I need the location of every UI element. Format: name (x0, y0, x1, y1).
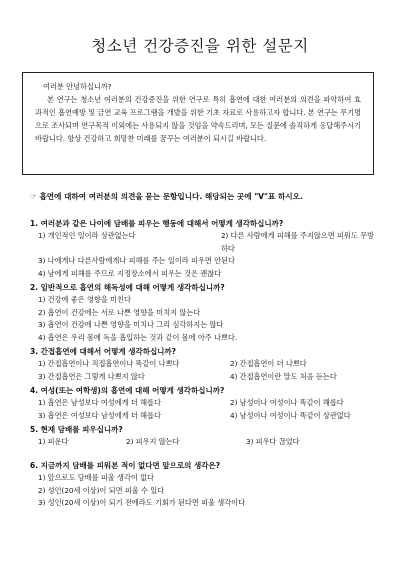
question-6-text: 6. 지금까지 담배를 피워본 적이 없다면 앞으로의 생각은? (30, 461, 221, 470)
q5-option-2[interactable]: 2) 피우지 않는다 (126, 437, 180, 446)
q6-option-1[interactable]: 1) 앞으로도 담배를 피울 생각이 없다 (38, 473, 155, 482)
q4-option-4[interactable]: 4) 남성이나 여성이나 똑같이 상관없다 (230, 410, 351, 420)
q5-option-3[interactable]: 3) 피우다 끊었다 (246, 437, 300, 446)
q4-option-3[interactable]: 3) 흡연은 여성보다 남성에게 더 해롭다 (38, 410, 161, 420)
question-3 (30, 346, 380, 383)
intro-box (22, 72, 374, 175)
q1-option-2[interactable]: 2) 다른 사람에게 피해를 주지않으면 피워도 무방하다 (220, 231, 374, 253)
q2-option-3[interactable]: 3) 흡연이 건강에 나쁜 영향을 미치나 그리 심각하지는 않다 (38, 320, 224, 330)
q5-option-1[interactable]: 1) 피운다 (38, 437, 69, 446)
q2-option-1[interactable]: 1) 건강에 좋은 영향을 미친다 (38, 295, 131, 304)
q1-option-1[interactable]: 1) 개인적인 일이라 상관없는다 (38, 231, 136, 240)
intro-greeting: 여러분 안녕하십니까? (43, 82, 112, 91)
question-2 (30, 282, 380, 344)
question-5 (30, 424, 380, 449)
q1-option-3[interactable]: 3) 나에게나 다른사람에게나 피해를 주는 일이라 피우면 안된다 (38, 256, 235, 266)
instruction-text: ☞ 흡연에 대하여 여러분의 의견을 묻는 문항입니다. 해당되는 곳에 "V"표 하시오. (30, 192, 303, 201)
q6-option-3[interactable]: 3) 성인(20세 이상)이 되기 전에라도 기회가 된다면 피울 생각이다 (38, 498, 246, 508)
question-4 (30, 385, 380, 422)
intro-body: 본 연구는 청소년 여러분의 건강증진을 위한 연구로 특히 흡연에 대한 여러분의 의견을 파악하여 효과적인 흡연예방 및 금연 교육 프로그램을 개발을 위한 기초 자료로 사용하고자 합니다. 본 연구는 무기명으로 조사되며 연구목적 이외에는 사용되지 않을 것임을 약속드리며, 모든 질문에 솔직하게 응답해주시기 바랍니다. 항상 건강하고 희망찬 미래를 꿈꾸는 여러분이 되시길 바랍니다. (35, 95, 361, 144)
question-5-text: 5. 현재 담배를 피우십니까? (30, 425, 123, 434)
survey-title: 청소년 건강증진을 위한 설문지 (91, 37, 309, 55)
q3-option-4[interactable]: 4) 간접흡연이란 말도 처음 듣는다 (230, 371, 337, 381)
q6-option-2[interactable]: 2) 성인(20세 이상)이 되면 피울 수 있다 (38, 485, 165, 495)
question-1 (30, 218, 380, 280)
question-6 (30, 460, 380, 510)
question-1-text: 1. 여러분과 같은 나이에 담배를 피우는 행동에 대해서 어떻게 생각하십니까? (30, 219, 284, 228)
q2-option-4[interactable]: 4) 흡연은 우리 몸에 독을 흡입하는 것과 같이 몸에 아주 나쁘다. (38, 332, 238, 342)
question-4-text: 4. 여성(또는 여학생)의 흡연에 대해 어떻게 생각하십니까? (30, 386, 225, 395)
q1-option-4[interactable]: 4) 남에게 피해를 주므로 지정장소에서 피우는 것은 괜찮다 (38, 268, 222, 278)
q4-option-1[interactable]: 1) 흡연은 남성보다 여성에게 더 해롭다 (38, 398, 161, 407)
q4-option-2[interactable]: 2) 남성이나 여성이나 똑같이 해롭다 (230, 398, 344, 407)
question-3-text: 3. 간접흡연에 대해서 어떻게 생각하십니까? (30, 347, 177, 356)
q3-option-2[interactable]: 2) 간접흡연이 더 나쁘다 (230, 359, 307, 368)
q3-option-3[interactable]: 3) 간접흡연은 그렇게 나쁘지 않다 (38, 371, 145, 381)
q2-option-2[interactable]: 2) 흡연이 건강에는 서로 나쁜 영향을 미치지 않는다 (38, 307, 201, 317)
question-2-text: 2. 일반적으로 흡연의 해독성에 대해 어떻게 생각하십니까? (30, 283, 225, 292)
q3-option-1[interactable]: 1) 간접흡연이나 직접흡연이나 똑같이 나쁘다 (38, 359, 180, 368)
